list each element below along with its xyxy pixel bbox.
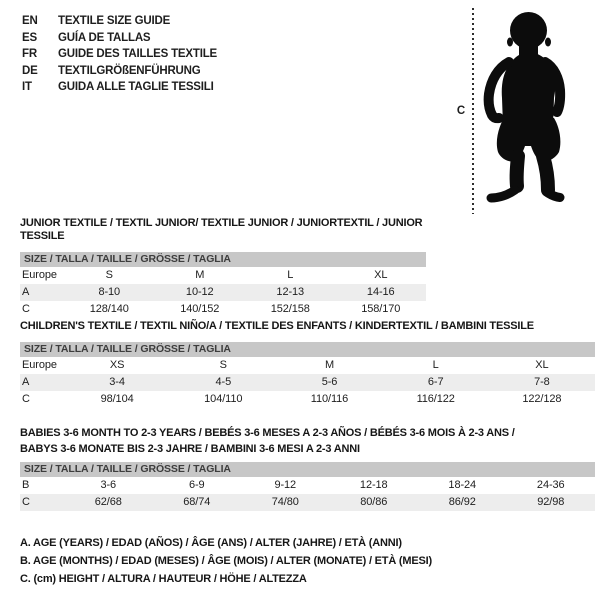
table-cell: M <box>324 359 335 371</box>
table-cell: 74/80 <box>241 494 330 511</box>
table-cell: 9-12 <box>274 479 297 491</box>
table-title-line2: BABYS 3-6 MONATE BIS 2-3 JAHRE / BAMBINI 3-6 MESI A 2-3 ANNI <box>20 443 360 455</box>
table-cell: C <box>22 393 30 405</box>
table-cell: Europe <box>22 359 57 371</box>
table-cell: 6-7 <box>383 374 489 391</box>
junior-textile-table <box>20 217 426 318</box>
table-cell: 116/122 <box>416 393 455 405</box>
table-cell: L <box>432 359 439 371</box>
language-row <box>22 46 217 63</box>
language-row <box>22 63 217 80</box>
note-age-months: B. AGE (MONTHS) / EDAD (MESES) / ÂGE (MOIS) / ALTER (MONATE) / ETÀ (MESI) <box>20 555 432 567</box>
language-title: TEXTILE SIZE GUIDE <box>58 15 171 27</box>
table-cell: S <box>105 269 113 281</box>
language-row <box>22 79 217 96</box>
language-code: IT <box>22 81 32 93</box>
table-cell: Europe <box>22 269 57 281</box>
baby-silhouette-icon <box>479 6 591 206</box>
language-code: FR <box>22 48 37 60</box>
table-cell: 10-12 <box>155 284 246 301</box>
table-cell: XL <box>374 269 388 281</box>
table-grid <box>20 477 595 511</box>
language-code: DE <box>22 64 38 77</box>
language-header <box>22 13 217 96</box>
table-cell: 4-5 <box>170 374 276 391</box>
size-header-bar: SIZE / TALLA / TAILLE / GRÖSSE / TAGLIA <box>20 342 595 357</box>
table-cell: A <box>20 284 64 301</box>
table-cell: 6-9 <box>188 479 205 491</box>
table-title: JUNIOR TEXTILE / TEXTIL JUNIOR/ TEXTILE JUNIOR / JUNIORTEXTIL / JUNIOR TESSILE <box>20 217 423 242</box>
table-title: CHILDREN'S TEXTILE / TEXTIL NIÑO/A / TEXTILE DES ENFANTS / KINDERTEXTIL / BAMBINI TESSILE <box>20 320 534 332</box>
table-cell: 92/98 <box>507 494 596 511</box>
note-age-years: A. AGE (YEARS) / EDAD (AÑOS) / ÂGE (ANS) / ALTER (JAHRE) / ETÀ (ANNI) <box>20 537 402 549</box>
table-cell: 3-4 <box>64 374 170 391</box>
table-cell: C <box>22 303 30 315</box>
height-measure-label: C <box>456 105 466 117</box>
language-code: EN <box>22 15 38 27</box>
height-measure-dotted-line <box>472 8 474 214</box>
children-textile-table <box>20 320 595 408</box>
table-cell: 80/86 <box>330 494 419 511</box>
table-cell: 7-8 <box>489 374 595 391</box>
table-title-line1: BABIES 3-6 MONTH TO 2-3 YEARS / BEBÉS 3-6 MESES A 2-3 AÑOS / BÉBÉS 3-6 MOIS À 2-3 ANS / <box>20 427 515 439</box>
table-cell: 18-24 <box>448 479 477 491</box>
language-code: ES <box>22 31 37 44</box>
table-cell: 24-36 <box>536 479 565 491</box>
table-cell: XL <box>535 359 549 371</box>
legend-notes <box>20 534 432 588</box>
language-row <box>22 13 217 30</box>
table-cell: 140/152 <box>180 303 220 315</box>
table-cell: 128/140 <box>89 303 129 315</box>
table-cell: 62/68 <box>64 494 153 511</box>
size-header-bar: SIZE / TALLA / TAILLE / GRÖSSE / TAGLIA <box>20 252 426 267</box>
table-cell: L <box>287 269 294 281</box>
table-cell: 3-6 <box>100 479 117 491</box>
table-grid <box>20 357 595 408</box>
table-cell: 104/110 <box>204 393 243 405</box>
language-title: GUIDE DES TAILLES TEXTILE <box>58 48 217 60</box>
table-cell: 158/170 <box>361 303 401 315</box>
table-cell: 68/74 <box>153 494 242 511</box>
table-cell: 12-13 <box>245 284 336 301</box>
table-grid <box>20 267 426 318</box>
table-title <box>20 425 595 457</box>
table-cell: A <box>20 374 64 391</box>
table-cell: 5-6 <box>276 374 382 391</box>
table-cell: 8-10 <box>64 284 155 301</box>
table-cell: 98/104 <box>100 393 134 405</box>
table-cell: XS <box>109 359 125 371</box>
table-cell: 86/92 <box>418 494 507 511</box>
language-title: GUIDA ALLE TAGLIE TESSILI <box>58 81 214 93</box>
table-cell: S <box>219 359 227 371</box>
language-row <box>22 30 217 47</box>
language-title: TEXTILGRÖßENFÜHRUNG <box>58 64 201 77</box>
babies-textile-table <box>20 425 595 511</box>
table-cell: C <box>20 494 64 511</box>
table-cell: 14-16 <box>336 284 427 301</box>
table-cell: 110/116 <box>310 393 349 405</box>
table-cell: 122/128 <box>522 393 562 405</box>
note-height: C. (cm) HEIGHT / ALTURA / HAUTEUR / HÖHE / ALTEZZA <box>20 573 307 585</box>
language-title: GUÍA DE TALLAS <box>58 31 151 44</box>
table-cell: 12-18 <box>359 479 388 491</box>
table-cell: B <box>22 479 30 491</box>
size-header-bar: SIZE / TALLA / TAILLE / GRÖSSE / TAGLIA <box>20 462 595 477</box>
table-cell: 152/158 <box>270 303 310 315</box>
table-cell: M <box>195 269 205 281</box>
